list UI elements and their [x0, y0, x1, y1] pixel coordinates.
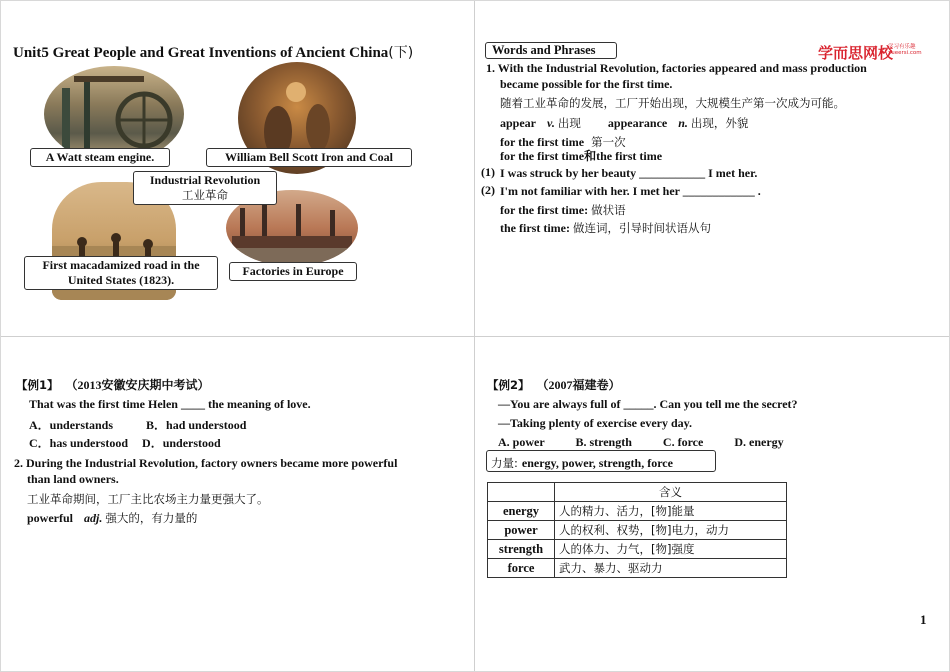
note-for-the-first-time: [500, 202, 626, 218]
example1-label: 【例1】: [16, 378, 59, 392]
first-time-comparison: for the first time和the first time: [500, 149, 663, 163]
first-time-phrase-cn: 第一次: [591, 135, 626, 149]
example2-label: 【例2】: [487, 378, 530, 392]
table-row: [488, 559, 787, 578]
slide-title-text: Unit5 Great People and Great Inventions of Ancient China: [13, 45, 389, 61]
caption-first-macadamized-road: First macadamized road in the United States (1823).: [24, 256, 218, 290]
item2-translation: 工业革命期间，工厂主比农场主力量更强大了。: [27, 492, 269, 506]
example1-options-cd: [29, 434, 221, 451]
table-cell-word: power: [488, 521, 555, 540]
xueersi-logo: 学而思网校: [818, 44, 894, 62]
left-edge: [0, 0, 1, 672]
page-number: 1: [920, 612, 927, 627]
appearance-word: appearance: [607, 116, 668, 130]
force-synonyms-label: 力量:: [491, 456, 518, 470]
example2-question-line1: —You are always full of _____. Can you tell me the secret?: [498, 397, 798, 411]
example2-options: [498, 435, 784, 450]
xueersi-logo-sub: [888, 44, 922, 56]
example1-header: [16, 376, 210, 393]
first-time-phrase-en: for the first time: [500, 135, 585, 149]
logo-slogan: 学习有乐趣: [888, 44, 916, 50]
caption-watt-steam-engine: A Watt steam engine.: [30, 148, 170, 167]
exercise1-sentence: I was struck by her beauty ___________ I met her.: [500, 166, 758, 180]
item1-sentence-line2: became possible for the first time.: [500, 77, 673, 91]
table-row: [488, 521, 787, 540]
item2-sentence-line2: than land owners.: [27, 472, 119, 486]
note1-explanation: 做状语: [591, 203, 626, 217]
caption-industrial-revolution: [133, 171, 277, 205]
logo-domain: xueersi.com: [888, 50, 922, 56]
table-cell-meaning: 人的精力、活力，[物]能量: [555, 502, 787, 521]
appear-definitions: [500, 115, 748, 131]
table-cell-word: energy: [488, 502, 555, 521]
caption-factories-in-europe: Factories in Europe: [229, 262, 357, 281]
top-edge: [0, 0, 950, 1]
force-synonyms-box: [486, 450, 716, 472]
note2-explanation: 做连词，引导时间状语从句: [572, 221, 711, 235]
example2-option-a: A. power: [498, 435, 545, 449]
example2-header: [487, 376, 621, 393]
exercise1-number: (1): [481, 165, 495, 179]
example1-option-a: A．understands: [29, 418, 114, 432]
horizontal-divider: [0, 336, 950, 337]
example1-options-ab: [29, 416, 246, 433]
word-meaning-table: [487, 482, 787, 578]
appear-word: appear: [500, 116, 536, 130]
table-row: [488, 540, 787, 559]
table-cell-word: force: [488, 559, 555, 578]
example2-option-c: C. force: [662, 435, 704, 449]
item1-translation: 随着工业革命的发展，工厂开始出现，大规模生产第一次成为可能。: [500, 96, 845, 110]
caption-industrial-revolution-cn: 工业革命: [182, 188, 228, 202]
table-cell-word: strength: [488, 540, 555, 559]
table-cell-meaning: 武力、暴力、驱动力: [555, 559, 787, 578]
note1-term: for the first time:: [500, 203, 589, 217]
appearance-pos: n.: [678, 116, 688, 130]
example1-option-d: D．understood: [142, 436, 221, 450]
table-header-meaning: 含义: [555, 483, 787, 502]
words-and-phrases-heading: Words and Phrases: [485, 42, 617, 59]
example1-question: That was the first time Helen ____ the meaning of love.: [29, 397, 311, 411]
powerful-meaning: 强大的，有力量的: [105, 511, 198, 525]
example1-option-b: B．had understood: [146, 418, 247, 432]
slide-title: [13, 42, 413, 62]
table-cell-meaning: 人的体力、力气，[物]强度: [555, 540, 787, 559]
note2-term: the first time:: [500, 221, 570, 235]
caption-industrial-revolution-en: Industrial Revolution: [149, 173, 261, 187]
example1-option-c: C．has understood: [29, 436, 129, 450]
table-row: [488, 502, 787, 521]
force-synonyms-words: energy, power, strength, force: [521, 456, 673, 470]
example2-question-line2: —Taking plenty of exercise every day.: [498, 416, 692, 430]
item2-sentence-line1: 2. During the Industrial Revolution, factory owners became more powerful: [14, 456, 398, 470]
example2-option-b: B. strength: [575, 435, 632, 449]
exercise2-sentence: I'm not familiar with her. I met her ____________ .: [500, 184, 761, 198]
slide-title-suffix: (下): [388, 45, 414, 61]
powerful-word: powerful: [27, 511, 73, 525]
caption-iron-and-coal: William Bell Scott Iron and Coal: [206, 148, 412, 167]
example1-source: （2013安徽安庆期中考试）: [65, 378, 210, 392]
appear-pos: v.: [547, 116, 555, 130]
item1-sentence-line1: 1. With the Industrial Revolution, factories appeared and mass production: [486, 61, 867, 75]
powerful-pos: adj.: [84, 511, 103, 525]
table-header-blank: [488, 483, 555, 502]
example2-option-d: D. energy: [734, 435, 784, 449]
example2-source: （2007福建卷）: [536, 378, 621, 392]
note-the-first-time: [500, 220, 711, 236]
appear-meaning: 出现: [557, 116, 581, 130]
table-cell-meaning: 人的权利、权势，[物]电力，动力: [555, 521, 787, 540]
powerful-definition: [27, 510, 197, 526]
table-header-row: [488, 483, 787, 502]
appearance-meaning: 出现，外貌: [690, 116, 749, 130]
exercise2-number: (2): [481, 183, 495, 197]
